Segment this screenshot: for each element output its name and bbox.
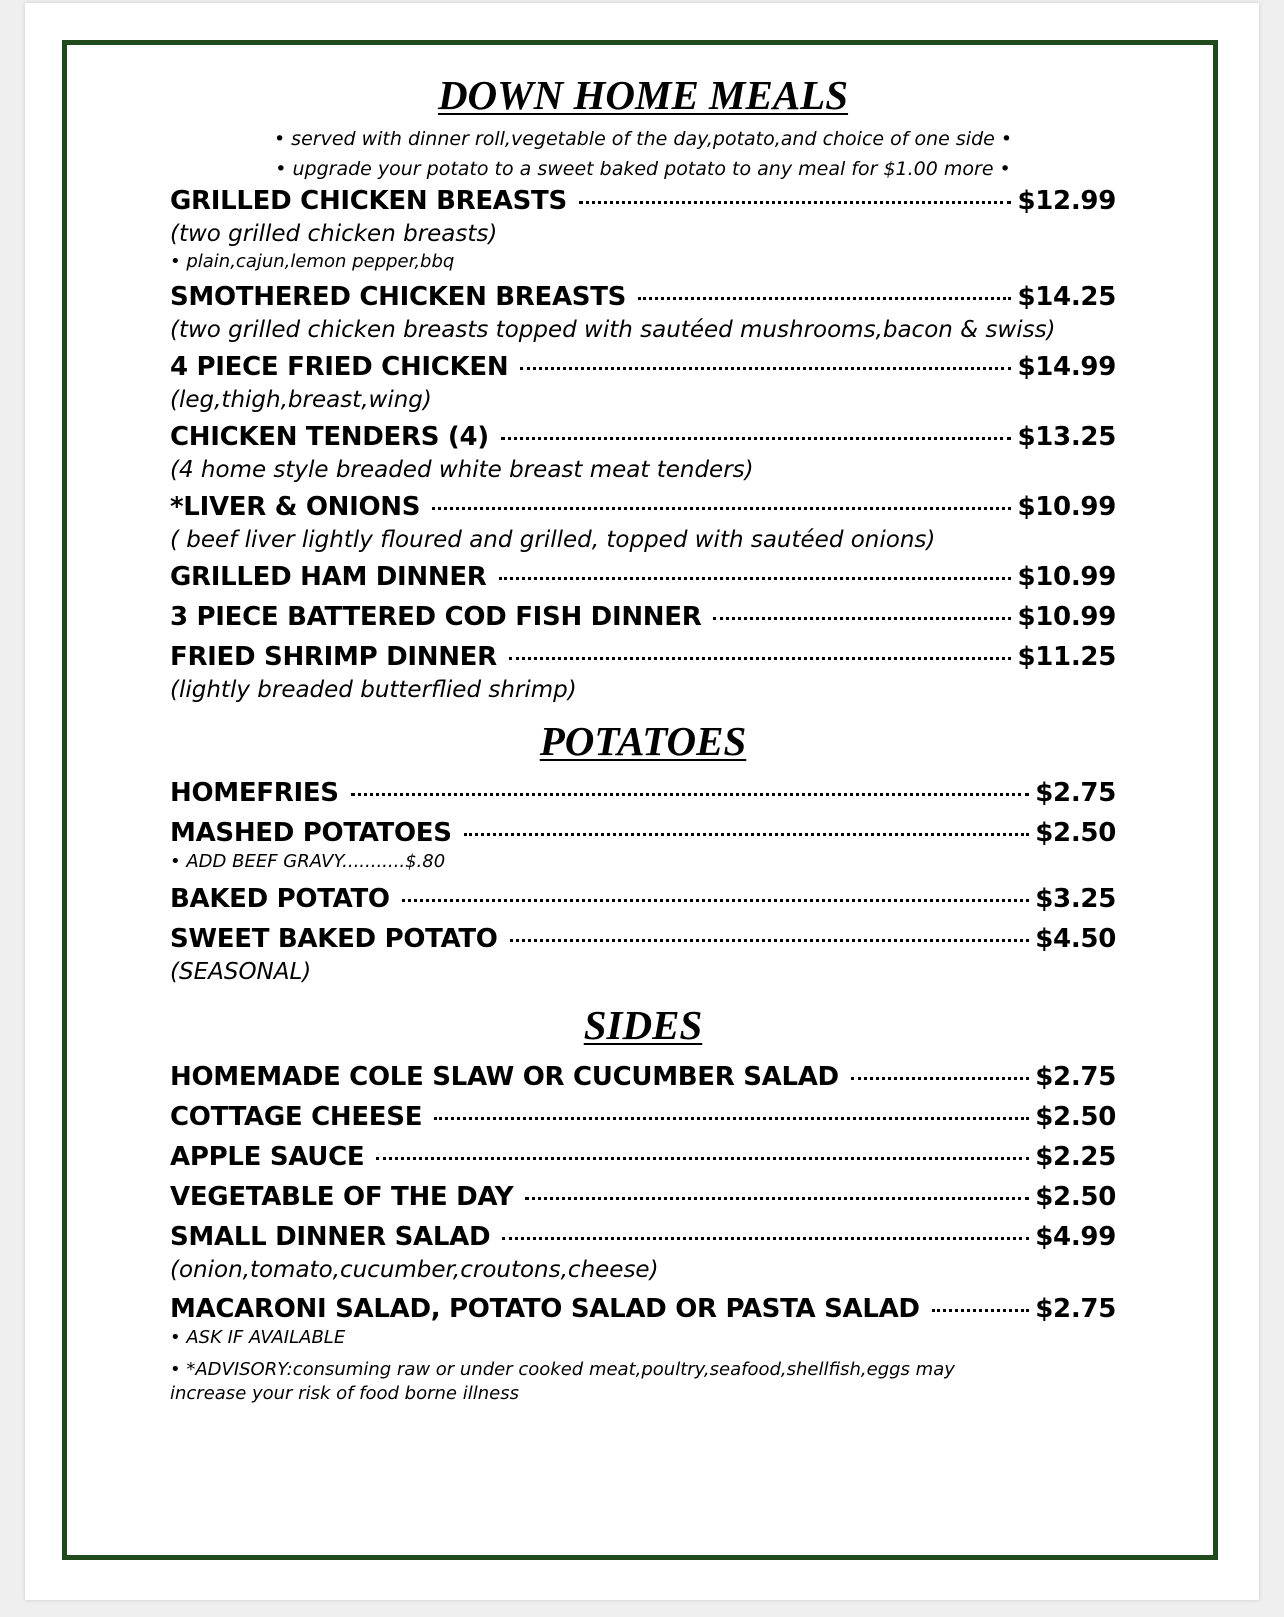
dot-leader bbox=[502, 1237, 1029, 1240]
dot-leader bbox=[464, 833, 1030, 836]
item-name: 3 PIECE BATTERED COD FISH DINNER bbox=[170, 602, 702, 632]
menu-item bbox=[170, 184, 1116, 218]
item-price: $3.25 bbox=[1035, 884, 1116, 914]
potatoes-list bbox=[170, 776, 1116, 988]
item-name: 4 PIECE FRIED CHICKEN bbox=[170, 352, 509, 382]
item-price: $2.50 bbox=[1035, 1182, 1116, 1212]
item-note: • ADD BEEF GRAVY...........$.80 bbox=[170, 851, 446, 872]
dot-leader bbox=[351, 793, 1030, 796]
item-price: $2.50 bbox=[1035, 818, 1116, 848]
dot-leader bbox=[509, 657, 1012, 660]
menu-item bbox=[170, 280, 1116, 314]
item-price: $2.75 bbox=[1035, 778, 1116, 808]
menu-item bbox=[170, 490, 1116, 524]
menu-item bbox=[170, 1220, 1116, 1254]
item-price: $2.25 bbox=[1035, 1142, 1116, 1172]
item-name: GRILLED CHICKEN BREASTS bbox=[170, 186, 567, 216]
item-price: $4.99 bbox=[1035, 1222, 1116, 1252]
menu-item bbox=[170, 922, 1116, 956]
item-description: (two grilled chicken breasts) bbox=[170, 221, 498, 247]
dot-leader bbox=[510, 939, 1030, 942]
dot-leader bbox=[579, 201, 1012, 204]
dot-leader bbox=[432, 507, 1011, 510]
item-name: SWEET BAKED POTATO bbox=[170, 924, 498, 954]
meals-note: • upgrade your potato to a sweet baked potato to any meal for $1.00 more • bbox=[275, 158, 1011, 180]
sides-heading: SIDES bbox=[583, 1002, 703, 1048]
menu-item bbox=[170, 560, 1116, 594]
item-name: COTTAGE CHEESE bbox=[170, 1102, 423, 1132]
menu-item bbox=[170, 350, 1116, 384]
item-price: $10.99 bbox=[1017, 602, 1116, 632]
meals-heading: DOWN HOME MEALS bbox=[437, 72, 849, 118]
item-name: MACARONI SALAD, POTATO SALAD OR PASTA SALAD bbox=[170, 1294, 920, 1324]
meals-note: • served with dinner roll,vegetable of the day,potato,and choice of one side • bbox=[273, 128, 1013, 150]
dot-leader bbox=[932, 1309, 1030, 1312]
item-note: • plain,cajun,lemon pepper,bbq bbox=[170, 251, 455, 272]
dot-leader bbox=[713, 617, 1011, 620]
menu-item bbox=[170, 640, 1116, 674]
item-price: $2.50 bbox=[1035, 1102, 1116, 1132]
menu-item bbox=[170, 420, 1116, 454]
menu-item bbox=[170, 600, 1116, 634]
item-name: CHICKEN TENDERS (4) bbox=[170, 422, 489, 452]
item-note: • ASK IF AVAILABLE bbox=[170, 1327, 346, 1348]
dot-leader bbox=[851, 1077, 1029, 1080]
dot-leader bbox=[520, 367, 1011, 370]
advisory-note: • *ADVISORY:consuming raw or under cooked meat,poultry,seafood,shellfish,eggs may bbox=[170, 1359, 955, 1380]
item-price: $10.99 bbox=[1017, 492, 1116, 522]
item-name: FRIED SHRIMP DINNER bbox=[170, 642, 497, 672]
item-description: (leg,thigh,breast,wing) bbox=[170, 387, 432, 413]
menu-item bbox=[170, 816, 1116, 850]
item-name: SMOTHERED CHICKEN BREASTS bbox=[170, 282, 627, 312]
item-price: $2.75 bbox=[1035, 1294, 1116, 1324]
item-name: GRILLED HAM DINNER bbox=[170, 562, 487, 592]
item-name: BAKED POTATO bbox=[170, 884, 390, 914]
dot-leader bbox=[525, 1197, 1029, 1200]
menu-item bbox=[170, 1140, 1116, 1174]
dot-leader bbox=[501, 437, 1012, 440]
menu-item bbox=[170, 882, 1116, 916]
item-description: (two grilled chicken breasts topped with sautéed mushrooms,bacon & swiss) bbox=[170, 317, 1056, 343]
dot-leader bbox=[402, 899, 1030, 902]
dot-leader bbox=[499, 577, 1012, 580]
item-description: (4 home style breaded white breast meat tenders) bbox=[170, 457, 754, 483]
dot-leader bbox=[434, 1117, 1029, 1120]
item-description: (onion,tomato,cucumber,croutons,cheese) bbox=[170, 1257, 659, 1283]
menu-item bbox=[170, 776, 1116, 810]
item-price: $14.99 bbox=[1017, 352, 1116, 382]
item-price: $13.25 bbox=[1017, 422, 1116, 452]
item-price: $10.99 bbox=[1017, 562, 1116, 592]
menu-item bbox=[170, 1100, 1116, 1134]
item-price: $12.99 bbox=[1017, 186, 1116, 216]
advisory-note: increase your risk of food borne illness bbox=[170, 1383, 519, 1404]
item-name: VEGETABLE OF THE DAY bbox=[170, 1182, 514, 1212]
sides-list bbox=[170, 1060, 1116, 1406]
dot-leader bbox=[376, 1157, 1029, 1160]
item-description: (SEASONAL) bbox=[170, 959, 312, 985]
menu-content bbox=[170, 70, 1116, 1406]
menu-item bbox=[170, 1060, 1116, 1094]
meals-list bbox=[170, 184, 1116, 706]
item-price: $11.25 bbox=[1017, 642, 1116, 672]
item-name: HOMEFRIES bbox=[170, 778, 339, 808]
item-price: $2.75 bbox=[1035, 1062, 1116, 1092]
item-name: MASHED POTATOES bbox=[170, 818, 452, 848]
menu-item bbox=[170, 1180, 1116, 1214]
item-name: APPLE SAUCE bbox=[170, 1142, 365, 1172]
dot-leader bbox=[638, 297, 1011, 300]
item-price: $4.50 bbox=[1035, 924, 1116, 954]
item-price: $14.25 bbox=[1017, 282, 1116, 312]
item-name: *LIVER & ONIONS bbox=[170, 492, 421, 522]
item-name: HOMEMADE COLE SLAW OR CUCUMBER SALAD bbox=[170, 1062, 839, 1092]
item-name: SMALL DINNER SALAD bbox=[170, 1222, 491, 1252]
item-description: (lightly breaded butterflied shrimp) bbox=[170, 677, 577, 703]
menu-item bbox=[170, 1292, 1116, 1326]
potatoes-heading: POTATOES bbox=[539, 718, 747, 764]
item-description: ( beef liver lightly floured and grilled, topped with sautéed onions) bbox=[170, 527, 936, 553]
